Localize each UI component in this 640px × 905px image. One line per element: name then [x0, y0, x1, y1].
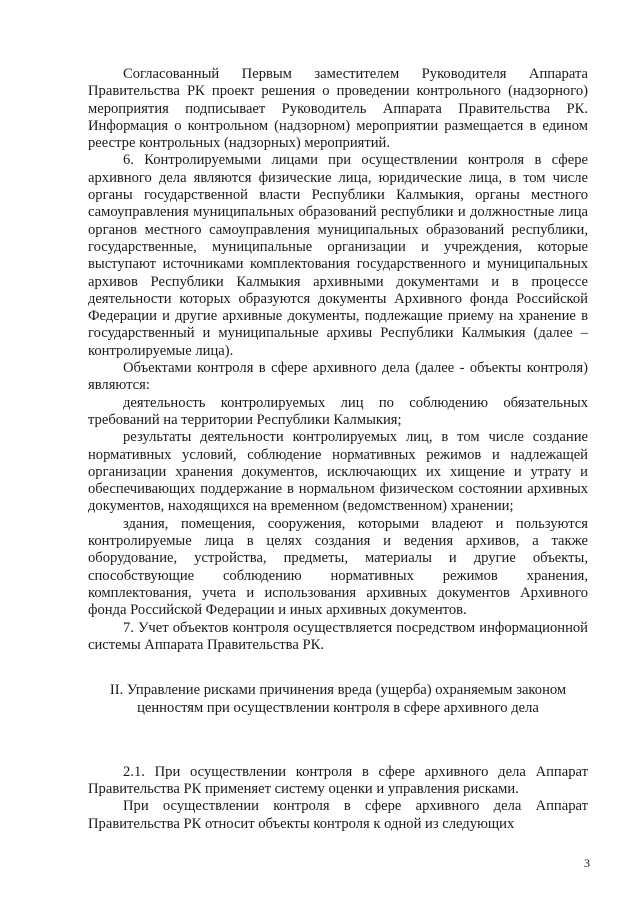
paragraph-controlled-persons: 6. Контролируемыми лицами при осуществлении контроля в сфере архивного дела являются физические лица, юридические лица, в том числе органы государственной власти Республики Калмыкия, органы местного самоуправления муниципальных образований республики и должностные лица органов местного самоуправления муниципальных образований республики, государственные, муниципальные организации и учреждения, которые выступают источниками комплектования государственного и муниципальных архивов Республики Калмыкия архивными документами и в процессе деятельности которых образуются документы Архивного фонда Российской Федерации и другие архивные документы, подлежащие приему на хранение в государственный и муниципальные архивы Республики Калмыкия (далее – контролируемые лица).	[88, 152, 588, 359]
section-heading-line-1: II. Управление рисками причинения вреда (ущерба) охраняемым законом	[109, 682, 567, 699]
paragraph-object-activity: деятельность контролируемых лиц по соблюдению обязательных требований на территории Республики Калмыкия;	[88, 394, 588, 428]
paragraph-object-results: результаты деятельности контролируемых лиц, в том числе создание нормативных условий, соблюдение нормативных режимов и надлежащей организации хранения документов, исключающих их хищение и утрату и обеспечивающих поддержание в нормальном физическом состоянии архивных документов, находящихся на временном (ведомственном) хранении;	[88, 429, 588, 515]
paragraph-object-buildings: здания, помещения, сооружения, которыми владеют и пользуются контролируемые лица в целях создания и ведения архивов, а также оборудование, устройства, предметы, материалы и другие объекты, способствующие соблюдению нормативных режимов хранения, комплектования, учета и использования архивных документов Архивного фонда Российской Федерации и иных архивных документов.	[88, 515, 588, 619]
paragraph-approval: Согласованный Первым заместителем Руководителя Аппарата Правительства РК проект решения о проведении контрольного (надзорного) мероприятия подписывает Руководитель Аппарата Правительства РК. Информация о контрольном (надзорном) мероприятии размещается в едином реестре контрольных (надзорных) мероприятий.	[88, 66, 588, 152]
section-heading-line-2: ценностям при осуществлении контроля в сфере архивного дела	[137, 699, 539, 716]
paragraph-risk-categories: При осуществлении контроля в сфере архивного дела Аппарат Правительства РК относит объекты контроля к одной из следующих	[88, 798, 588, 832]
section-heading	[88, 682, 588, 718]
page-number: 3	[584, 856, 590, 870]
paragraph-risk-system: 2.1. При осуществлении контроля в сфере архивного дела Аппарат Правительства РК применяет систему оценки и управления рисками.	[88, 763, 588, 797]
paragraph-control-objects-intro: Объектами контроля в сфере архивного дела (далее - объекты контроля) являются:	[88, 360, 588, 394]
paragraph-accounting: 7. Учет объектов контроля осуществляется посредством информационной системы Аппарата Правительства РК.	[88, 619, 588, 653]
document-page	[88, 66, 588, 833]
